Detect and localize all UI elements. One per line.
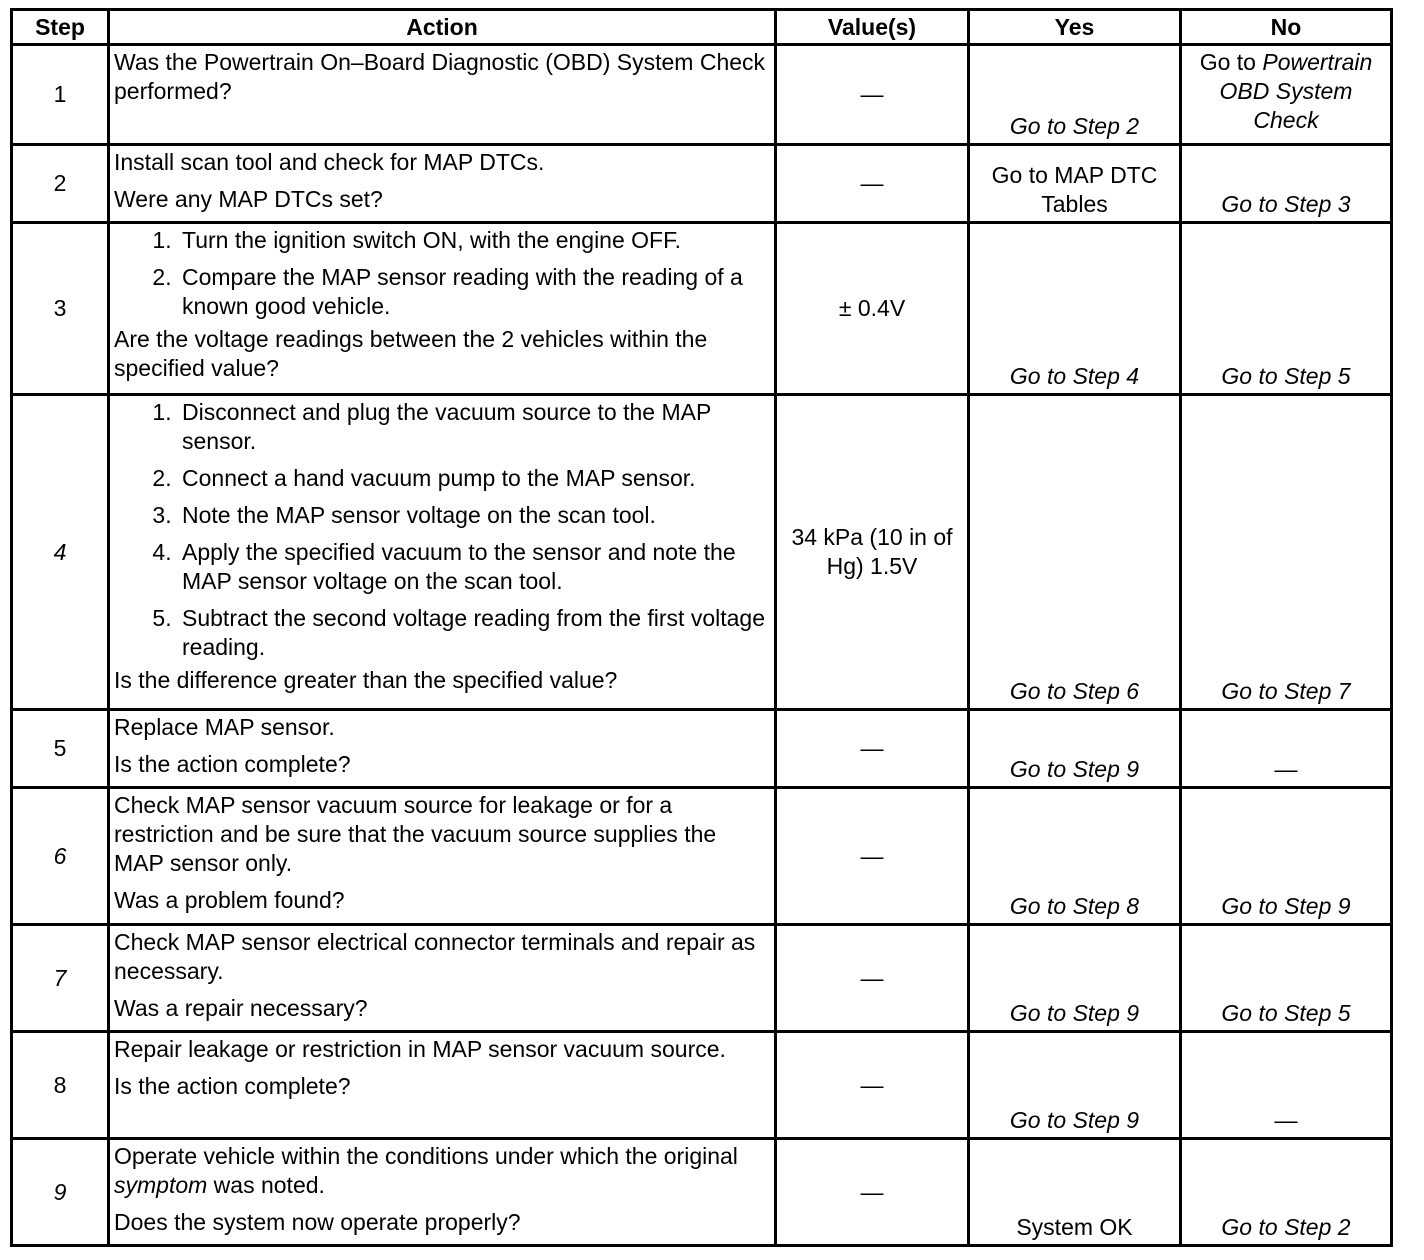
table-row <box>12 45 1392 145</box>
value-cell: — <box>776 1139 969 1246</box>
list-item: 4. Apply the specified vacuum to the sensor and note the MAP sensor voltage on the scan tool. <box>178 538 770 596</box>
header-no: No <box>1181 10 1392 45</box>
value-cell: — <box>776 45 969 145</box>
no-prefix: Go to <box>1199 49 1263 75</box>
action-cell <box>109 788 776 925</box>
table-row <box>12 1139 1392 1246</box>
action-steps-list <box>114 398 770 662</box>
yes-cell: Go to Step 8 <box>969 788 1181 925</box>
yes-cell: Go to Step 4 <box>969 223 1181 395</box>
yes-cell: Go to Step 9 <box>969 710 1181 788</box>
value-cell: 34 kPa (10 in of Hg) 1.5V <box>776 395 969 710</box>
action-cell <box>109 45 776 145</box>
header-row <box>12 10 1392 45</box>
value-cell: — <box>776 1032 969 1139</box>
yes-cell: System OK <box>969 1139 1181 1246</box>
list-item: 1. Turn the ignition switch ON, with the engine OFF. <box>178 226 770 255</box>
action-text: Check MAP sensor vacuum source for leakage or for a restriction and be sure that the vacuum source supplies the MAP sensor only. <box>114 792 717 876</box>
table-row <box>12 1032 1392 1139</box>
table-row <box>12 395 1392 710</box>
action-question: Is the difference greater than the specified value? <box>114 667 618 693</box>
no-cell: Go to Step 9 <box>1181 788 1392 925</box>
action-steps-list <box>114 226 770 321</box>
value-cell: — <box>776 925 969 1032</box>
no-cell: Go to Step 5 <box>1181 925 1392 1032</box>
action-question: Was a problem found? <box>114 887 345 913</box>
step-number: 1 <box>12 45 109 145</box>
action-text: Check MAP sensor electrical connector terminals and repair as necessary. <box>114 929 756 984</box>
action-question: Was a repair necessary? <box>114 995 368 1021</box>
list-item: 2. Compare the MAP sensor reading with the reading of a known good vehicle. <box>178 263 770 321</box>
step-number: 5 <box>12 710 109 788</box>
list-item: 5. Subtract the second voltage reading from the first voltage reading. <box>178 604 770 662</box>
header-step: Step <box>12 10 109 45</box>
step-number: 9 <box>12 1139 109 1246</box>
action-question: Is the action complete? <box>114 751 351 777</box>
action-question: Are the voltage readings between the 2 vehicles within the specified value? <box>114 326 708 381</box>
action-cell <box>109 925 776 1032</box>
value-cell: — <box>776 145 969 223</box>
no-cell: Go to Step 5 <box>1181 223 1392 395</box>
step-number: 4 <box>12 395 109 710</box>
step-number: 6 <box>12 788 109 925</box>
action-text-pre: Operate vehicle within the conditions under which the original <box>114 1143 738 1169</box>
list-item: 3. Note the MAP sensor voltage on the scan tool. <box>178 501 770 530</box>
action-cell <box>109 710 776 788</box>
table-row <box>12 925 1392 1032</box>
list-item: 1. Disconnect and plug the vacuum source to the MAP sensor. <box>178 398 770 456</box>
action-text-post: was noted. <box>207 1172 325 1198</box>
action-cell <box>109 395 776 710</box>
action-text-em: symptom <box>114 1172 208 1198</box>
action-question: Were any MAP DTCs set? <box>114 186 383 212</box>
step-number: 3 <box>12 223 109 395</box>
no-cell: Go to Step 7 <box>1181 395 1392 710</box>
step-number: 2 <box>12 145 109 223</box>
value-cell: ± 0.4V <box>776 223 969 395</box>
no-cell: — <box>1181 1032 1392 1139</box>
table-row <box>12 788 1392 925</box>
action-question: Is the action complete? <box>114 1073 351 1099</box>
no-cell: — <box>1181 710 1392 788</box>
action-cell <box>109 1139 776 1246</box>
table-row <box>12 223 1392 395</box>
action-text: Was the Powertrain On–Board Diagnostic (OBD) System Check performed? <box>114 49 766 104</box>
yes-cell: Go to Step 2 <box>969 45 1181 145</box>
action-text: Replace MAP sensor. <box>114 714 335 740</box>
action-cell <box>109 145 776 223</box>
table-row <box>12 710 1392 788</box>
action-cell <box>109 1032 776 1139</box>
yes-cell: Go to Step 9 <box>969 1032 1181 1139</box>
value-cell: — <box>776 788 969 925</box>
header-yes: Yes <box>969 10 1181 45</box>
yes-cell: Go to Step 9 <box>969 925 1181 1032</box>
value-cell: — <box>776 710 969 788</box>
no-cell <box>1181 45 1392 145</box>
no-cell: Go to Step 2 <box>1181 1139 1392 1246</box>
action-cell <box>109 223 776 395</box>
action-text: Install scan tool and check for MAP DTCs. <box>114 149 545 175</box>
step-number: 8 <box>12 1032 109 1139</box>
yes-cell: Go to Step 6 <box>969 395 1181 710</box>
action-question: Does the system now operate properly? <box>114 1209 521 1235</box>
diagnostic-table-container <box>10 8 1393 1247</box>
yes-cell: Go to MAP DTC Tables <box>969 145 1181 223</box>
no-link: Powertrain OBD System Check <box>1219 49 1373 133</box>
action-text <box>114 1142 770 1200</box>
diagnostic-table <box>10 8 1393 1247</box>
list-item: 2. Connect a hand vacuum pump to the MAP sensor. <box>178 464 770 493</box>
table-row <box>12 145 1392 223</box>
action-text: Repair leakage or restriction in MAP sensor vacuum source. <box>114 1036 726 1062</box>
step-number: 7 <box>12 925 109 1032</box>
header-action: Action <box>109 10 776 45</box>
no-cell: Go to Step 3 <box>1181 145 1392 223</box>
header-value: Value(s) <box>776 10 969 45</box>
